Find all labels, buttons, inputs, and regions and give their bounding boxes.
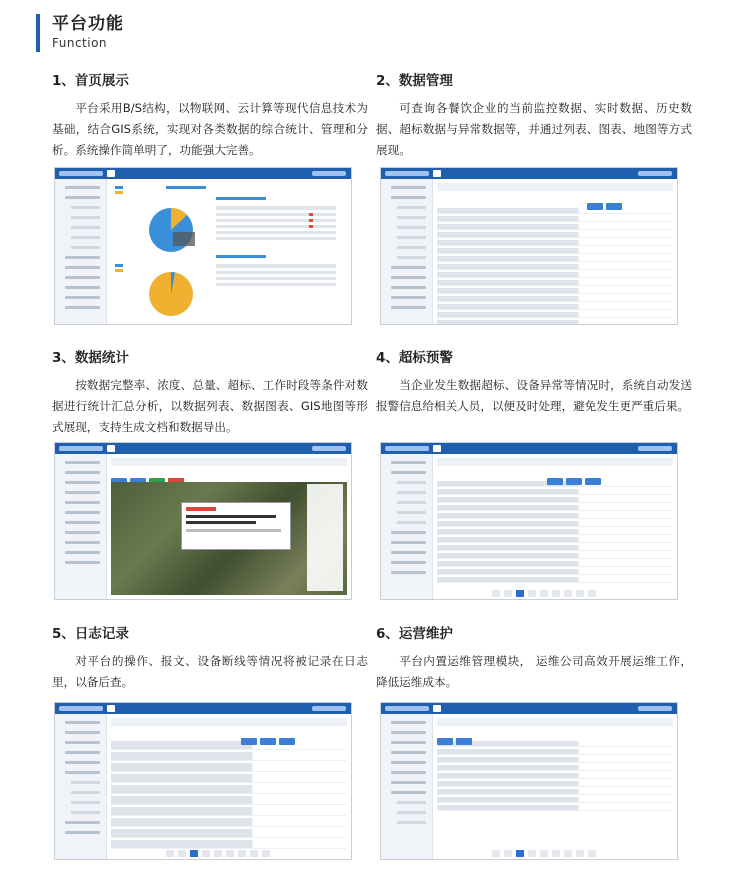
section-header bbox=[36, 14, 124, 52]
map-popup bbox=[181, 502, 291, 550]
feature-section-5 bbox=[52, 625, 368, 693]
section-body: 平台内置运维管理模块， 运维公司高效开展运维工作，降低运维成本。 bbox=[376, 654, 692, 689]
section-body: 按数据完整率、浓度、总量、超标、工作时段等条件对数据进行统计汇总分析，以数据列表、数据图表、GIS地图等形式展现，支持生成文档和数据导出。 bbox=[52, 378, 368, 434]
page-title: 平台功能 bbox=[52, 14, 124, 34]
feature-section-3 bbox=[52, 349, 368, 438]
map-side-list bbox=[307, 484, 343, 591]
screenshot-log bbox=[54, 702, 352, 860]
section-heading: 3、数据统计 bbox=[52, 350, 129, 366]
section-heading: 6、运营维护 bbox=[376, 626, 453, 642]
section-heading: 4、超标预警 bbox=[376, 350, 453, 366]
dashboard-charts bbox=[111, 182, 349, 322]
feature-section-1 bbox=[52, 72, 368, 161]
section-body: 对平台的操作、报文、设备断线等情况将被记录在日志里，以备后查。 bbox=[52, 654, 368, 689]
screenshot-maintenance bbox=[380, 702, 678, 860]
section-body: 当企业发生数据超标、设备异常等情况时，系统自动发送报警信息给相关人员，以便及时处理，避免发生更严重后果。 bbox=[376, 378, 692, 413]
feature-section-4 bbox=[376, 349, 692, 417]
screenshot-dashboard bbox=[54, 167, 352, 325]
satellite-map[interactable] bbox=[111, 482, 347, 595]
feature-section-2 bbox=[376, 72, 692, 161]
screenshot-gis-map bbox=[54, 442, 352, 600]
section-body: 可查询各餐饮企业的当前监控数据、实时数据、历史数据、超标数据与异常数据等，并通过列表、图表、地图等方式展现。 bbox=[376, 101, 692, 157]
section-heading: 5、日志记录 bbox=[52, 626, 129, 642]
section-heading: 1、首页展示 bbox=[52, 73, 129, 89]
section-heading: 2、数据管理 bbox=[376, 73, 453, 89]
screenshot-data-management bbox=[380, 167, 678, 325]
feature-section-6 bbox=[376, 625, 692, 693]
section-body: 平台采用B/S结构，以物联网、云计算等现代信息技术为基础，结合GIS系统，实现对各类数据的综合统计、管理和分析。系统操作简单明了，功能强大完善。 bbox=[52, 101, 368, 157]
page-subtitle: Function bbox=[52, 36, 108, 50]
screenshot-alarm bbox=[380, 442, 678, 600]
